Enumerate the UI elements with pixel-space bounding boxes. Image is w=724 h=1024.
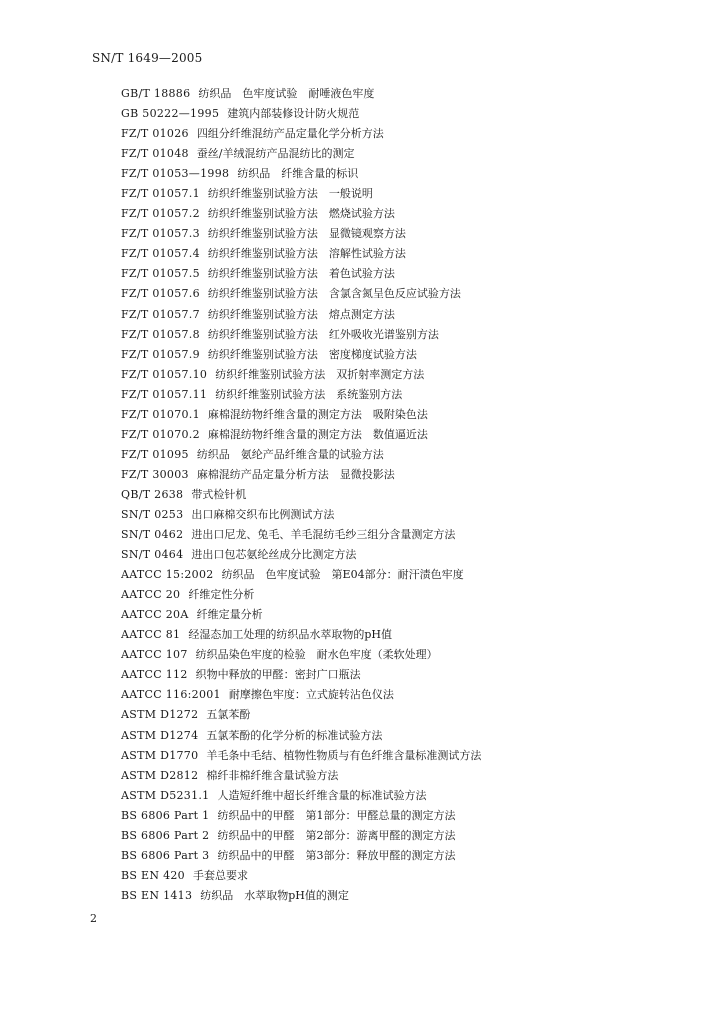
reference-code: GB/T 18886 [121, 87, 191, 100]
reference-title: 纺织纤维鉴别试验方法 溶解性试验方法 [207, 247, 406, 261]
reference-item [121, 766, 711, 786]
page-header [92, 51, 202, 65]
page-number: 2 [90, 912, 97, 925]
reference-title: 纺织品 色牢度试验 耐唾液色牢度 [198, 87, 375, 100]
reference-item [121, 645, 711, 665]
reference-item [121, 846, 711, 866]
reference-item [121, 184, 711, 204]
standard-number: SN/T 1649—2005 [92, 51, 203, 65]
reference-item [121, 826, 711, 846]
reference-title: 纺织品染色牢度的检验 耐水色牢度（柔软处理） [195, 648, 438, 662]
reference-item [121, 385, 711, 405]
reference-item [121, 345, 711, 365]
reference-title: 纺织品中的甲醛 第3部分：释放甲醛的测定方法 [217, 848, 456, 862]
reference-code: FZ/T 01057.9 [121, 347, 200, 361]
reference-code: FZ/T 01057.11 [121, 387, 208, 401]
reference-code: FZ/T 01057.1 [121, 187, 200, 201]
reference-title: 建筑内部装修设计防火规范 [227, 107, 360, 121]
reference-code: GB 50222—1995 [121, 107, 220, 121]
reference-title: 纺织品中的甲醛 第2部分：游离甲醛的测定方法 [217, 828, 456, 842]
reference-title: 织物中释放的甲醛：密封广口瓶法 [195, 668, 361, 682]
reference-list [121, 84, 711, 906]
reference-title: 纤维定量分析 [196, 608, 263, 622]
reference-item [121, 746, 711, 766]
reference-code: AATCC 112 [121, 668, 188, 682]
reference-title: 经湿态加工处理的纺织品水萃取物的pH值 [188, 628, 392, 642]
reference-title: 纺织纤维鉴别试验方法 密度梯度试验方法 [207, 347, 417, 361]
reference-code: QB/T 2638 [121, 487, 184, 501]
reference-item [121, 726, 711, 746]
reference-code: ASTM D1770 [121, 748, 199, 762]
reference-code: AATCC 15:2002 [121, 568, 214, 582]
reference-code: FZ/T 01057.6 [121, 287, 200, 301]
reference-item [121, 485, 711, 505]
reference-title: 纺织纤维鉴别试验方法 熔点测定方法 [207, 307, 395, 321]
reference-code: BS 6806 Part 2 [121, 828, 210, 842]
reference-code: FZ/T 01057.5 [121, 267, 200, 281]
reference-item [121, 685, 711, 705]
reference-title: 纺织品中的甲醛 第1部分：甲醛总量的测定方法 [217, 808, 456, 822]
reference-code: SN/T 0462 [121, 528, 184, 542]
reference-title: 纺织纤维鉴别试验方法 一般说明 [207, 187, 373, 201]
reference-item [121, 144, 711, 164]
reference-item [121, 244, 711, 264]
reference-code: FZ/T 01053—1998 [121, 167, 230, 181]
reference-item [121, 284, 711, 304]
reference-item [121, 565, 711, 585]
reference-code: BS EN 420 [121, 868, 185, 882]
reference-item [121, 585, 711, 605]
reference-title: 出口麻棉交织布比例测试方法 [191, 507, 335, 521]
reference-code: FZ/T 01057.7 [121, 307, 200, 321]
reference-title: 纺织品 纤维含量的标识 [237, 167, 359, 181]
reference-title: 麻棉混纺物纤维含量的测定方法 吸附染色法 [207, 407, 428, 421]
reference-code: FZ/T 01070.2 [121, 427, 200, 441]
reference-code: BS 6806 Part 1 [121, 808, 210, 822]
reference-code: BS EN 1413 [121, 888, 193, 902]
reference-item [121, 545, 711, 565]
reference-title: 纺织纤维鉴别试验方法 红外吸收光谱鉴别方法 [207, 327, 439, 341]
reference-item [121, 164, 711, 184]
reference-item [121, 525, 711, 545]
reference-code: AATCC 107 [121, 648, 188, 662]
reference-item [121, 104, 711, 124]
reference-code: FZ/T 01026 [121, 127, 189, 141]
reference-code: FZ/T 01057.2 [121, 207, 200, 221]
reference-code: FZ/T 30003 [121, 467, 189, 481]
reference-item [121, 806, 711, 826]
reference-item [121, 305, 711, 325]
reference-title: 麻棉混纺产品定量分析方法 显微投影法 [196, 467, 395, 481]
reference-title: 五氯苯酚的化学分析的标准试验方法 [206, 728, 383, 742]
reference-code: FZ/T 01048 [121, 147, 189, 161]
reference-title: 带式检针机 [191, 487, 247, 501]
reference-item [121, 224, 711, 244]
reference-code: ASTM D5231.1 [121, 788, 210, 802]
reference-title: 耐摩擦色牢度：立式旋转沾色仪法 [228, 688, 394, 702]
reference-code: FZ/T 01057.8 [121, 327, 200, 341]
reference-code: ASTM D1274 [121, 728, 199, 742]
reference-code: AATCC 116:2001 [121, 688, 221, 702]
reference-title: 麻棉混纺物纤维含量的测定方法 数值逼近法 [207, 427, 428, 441]
reference-item [121, 605, 711, 625]
reference-item [121, 365, 711, 385]
reference-title: 纺织品 水萃取物pH值的测定 [200, 888, 349, 902]
reference-code: FZ/T 01057.4 [121, 247, 200, 261]
reference-item [121, 204, 711, 224]
reference-title: 进出口尼龙、兔毛、羊毛混纺毛纱三组分含量测定方法 [191, 528, 456, 542]
reference-item [121, 325, 711, 345]
reference-code: AATCC 81 [121, 628, 181, 642]
reference-title: 五氯苯酚 [206, 708, 251, 722]
reference-title: 纺织纤维鉴别试验方法 着色试验方法 [207, 267, 395, 281]
reference-item [121, 264, 711, 284]
reference-item [121, 425, 711, 445]
reference-title: 纺织纤维鉴别试验方法 显微镜观察方法 [207, 227, 406, 241]
reference-title: 手套总要求 [192, 868, 248, 882]
reference-code: FZ/T 01057.10 [121, 367, 208, 381]
reference-item [121, 786, 711, 806]
reference-item [121, 625, 711, 645]
reference-title: 纺织纤维鉴别试验方法 燃烧试验方法 [207, 207, 395, 221]
reference-title: 纤维定性分析 [188, 588, 255, 602]
reference-code: FZ/T 01070.1 [121, 407, 200, 421]
reference-title: 人造短纤维中超长纤维含量的标准试验方法 [217, 788, 427, 802]
reference-code: ASTM D2812 [121, 768, 199, 782]
reference-code: SN/T 0464 [121, 548, 184, 562]
reference-title: 纺织纤维鉴别试验方法 含氯含氮呈色反应试验方法 [207, 287, 461, 301]
reference-code: AATCC 20 [121, 588, 181, 602]
reference-item [121, 665, 711, 685]
reference-item [121, 705, 711, 725]
reference-code: AATCC 20A [121, 608, 189, 622]
reference-title: 四组分纤维混纺产品定量化学分析方法 [196, 127, 384, 141]
reference-item [121, 405, 711, 425]
reference-title: 蚕丝/羊绒混纺产品混纺比的测定 [196, 147, 355, 161]
reference-code: BS 6806 Part 3 [121, 848, 210, 862]
reference-title: 纺织品 氨纶产品纤维含量的试验方法 [196, 447, 384, 461]
reference-code: FZ/T 01057.3 [121, 227, 200, 241]
reference-code: SN/T 0253 [121, 507, 184, 521]
reference-title: 羊毛条中毛结、植物性物质与有色纤维含量标准测试方法 [206, 748, 482, 762]
reference-title: 纺织纤维鉴别试验方法 系统鉴别方法 [215, 387, 403, 401]
reference-item [121, 465, 711, 485]
reference-code: FZ/T 01095 [121, 447, 189, 461]
reference-item [121, 505, 711, 525]
reference-title: 棉纤非棉纤维含量试验方法 [206, 768, 339, 782]
reference-item [121, 445, 711, 465]
reference-title: 纺织纤维鉴别试验方法 双折射率测定方法 [215, 367, 425, 381]
reference-item [121, 84, 711, 104]
reference-item [121, 124, 711, 144]
reference-title: 纺织品 色牢度试验 第E04部分：耐汗渍色牢度 [221, 568, 464, 582]
reference-item [121, 866, 711, 886]
reference-code: ASTM D1272 [121, 708, 199, 722]
reference-item [121, 886, 711, 906]
reference-title: 进出口包芯氨纶丝成分比测定方法 [191, 548, 357, 562]
